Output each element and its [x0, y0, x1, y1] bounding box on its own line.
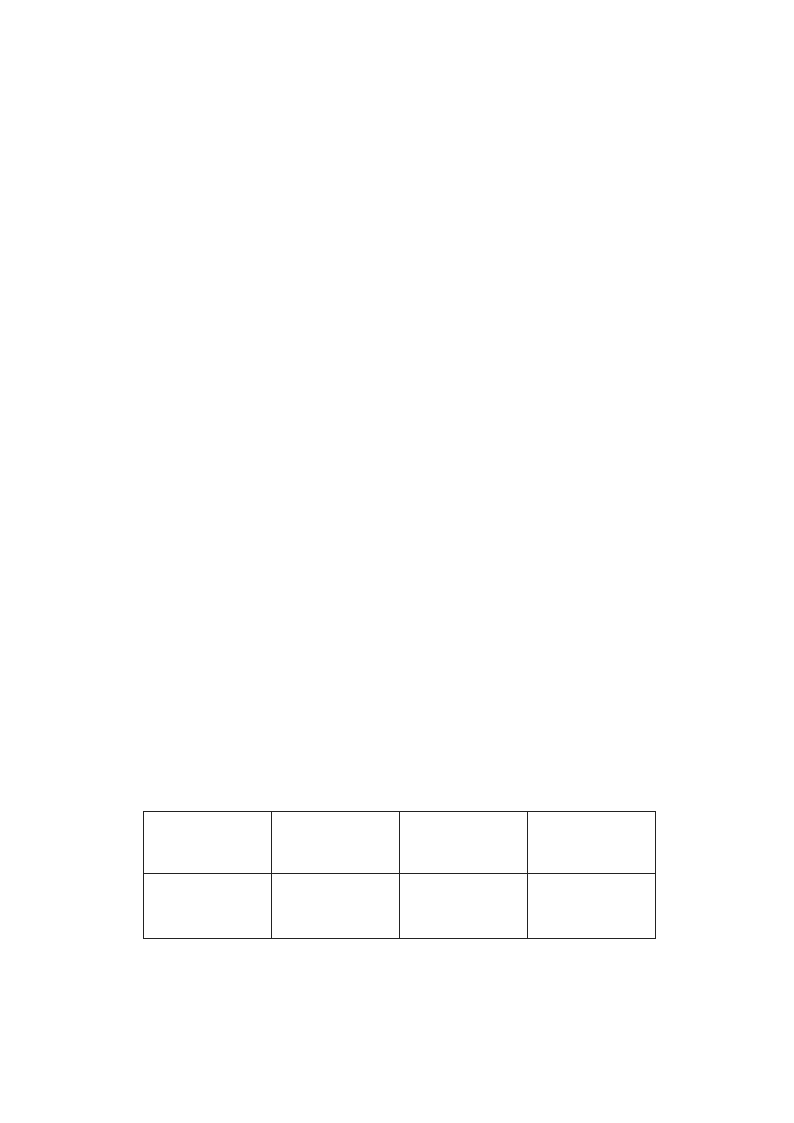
table-row — [144, 812, 656, 874]
table-cell-empty — [272, 874, 400, 939]
table-cell — [272, 812, 400, 874]
count-table — [143, 811, 656, 939]
table-header-people — [144, 812, 272, 874]
table-cell-empty — [400, 874, 528, 939]
table-row — [144, 874, 656, 939]
individual-stars-figure — [0, 0, 794, 220]
table-cell — [400, 812, 528, 874]
grouped-stars-figure — [0, 450, 794, 600]
table-header-stars — [144, 874, 272, 939]
table-cell-empty — [528, 874, 656, 939]
table-cell — [528, 812, 656, 874]
